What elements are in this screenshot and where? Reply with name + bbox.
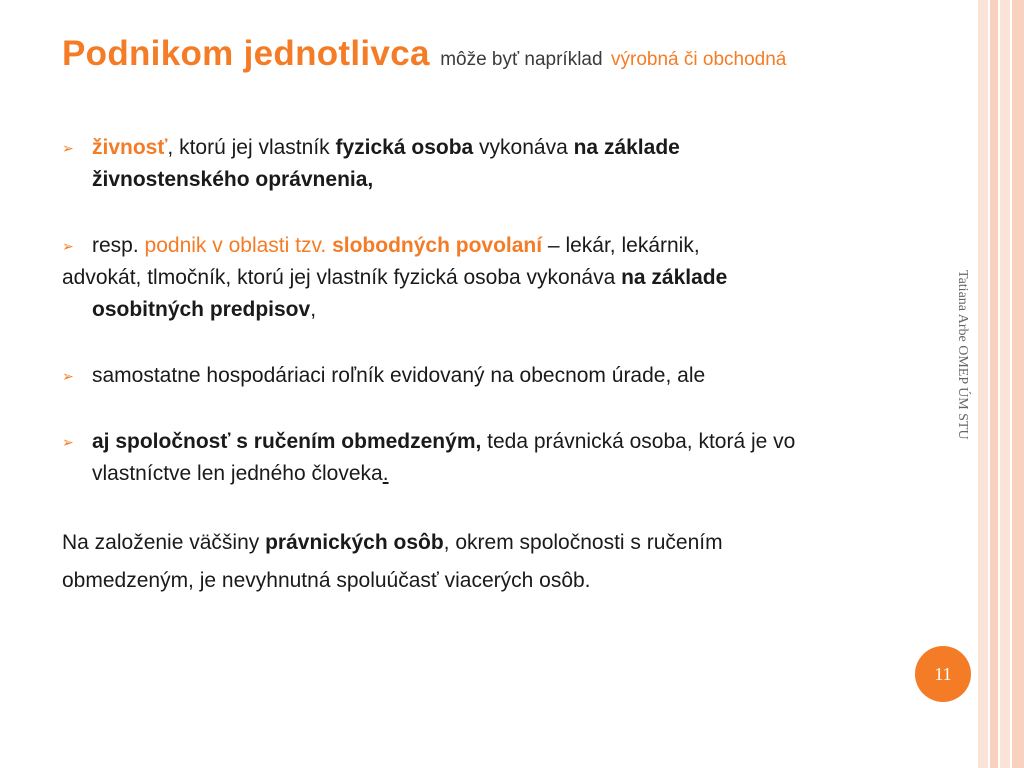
bullet-item [62,132,942,196]
bullet-text: vykonáva [473,136,574,159]
author-side-label: Tatiana Arbe OMEP ÚM STU [955,270,970,440]
bullet-text: , [310,298,317,321]
arrow-right-icon: ➢ [62,238,74,254]
page-number: 11 [934,663,952,684]
bullet-text: , ktorú jej vlastník [167,136,336,159]
bullet-text: vlastníctve len jedného človeka [92,462,383,485]
bullet-text: samostatne hospodáriaci roľník evidovaný na obecnom úrade, ale [92,364,706,387]
spacer [62,392,942,426]
title-sub: môže byť napríklad [440,49,603,70]
closing-text: Na založenie väčšiny [62,531,266,554]
bullet-text: živnostenského oprávnenia, [92,168,374,191]
arrow-right-icon: ➢ [62,368,74,384]
bullet-continuation [62,262,942,294]
spacer [62,196,942,230]
bullet-text: – lekár, lekárnik, [542,234,700,257]
arrow-right-icon: ➢ [62,140,74,156]
bullet-text: aj spoločnosť s ručením obmedzeným, [92,430,482,453]
bullet-text: osobitných predpisov [92,298,311,321]
slide-title [62,34,962,74]
bullet-text: slobodných povolaní [332,234,543,257]
spacer [62,490,942,524]
bullet-text: živnosť [92,136,168,159]
closing-text: obmedzeným, je nevyhnutná spoluúčasť viacerých osôb. [62,569,591,592]
decor-stripe [978,0,988,768]
bullet-text: resp. [92,234,145,257]
bullet-text: na základe [573,136,680,159]
title-main: Podnikom jednotlivca [62,34,430,73]
bullet-item [62,360,942,392]
bullet-text: fyzická osoba [335,136,474,159]
closing-text: právnických osôb [265,531,444,554]
bullet-item [62,230,942,262]
closing-text: , okrem spoločnosti s ručením [443,531,723,554]
page-number-badge [915,646,971,702]
slide-body [62,132,942,600]
spacer [62,326,942,360]
decor-stripe [990,0,998,768]
arrow-right-icon: ➢ [62,434,74,450]
bullet-continuation [62,294,942,326]
decor-stripe [1012,0,1024,768]
title-sub-accent: výrobná či obchodná [611,49,787,70]
bullet-item [62,426,942,490]
bullet-text: . [382,462,389,485]
closing-paragraph [62,524,942,600]
bullet-text: podnik v oblasti tzv. [144,234,333,257]
bullet-text: na základe [621,266,728,289]
bullet-text: advokát, tlmočník, ktorú jej vlastník fyzická osoba vykonáva [62,266,622,289]
bullet-text: teda právnická osoba, ktorá je vo [481,430,796,453]
decor-stripe [1000,0,1010,768]
